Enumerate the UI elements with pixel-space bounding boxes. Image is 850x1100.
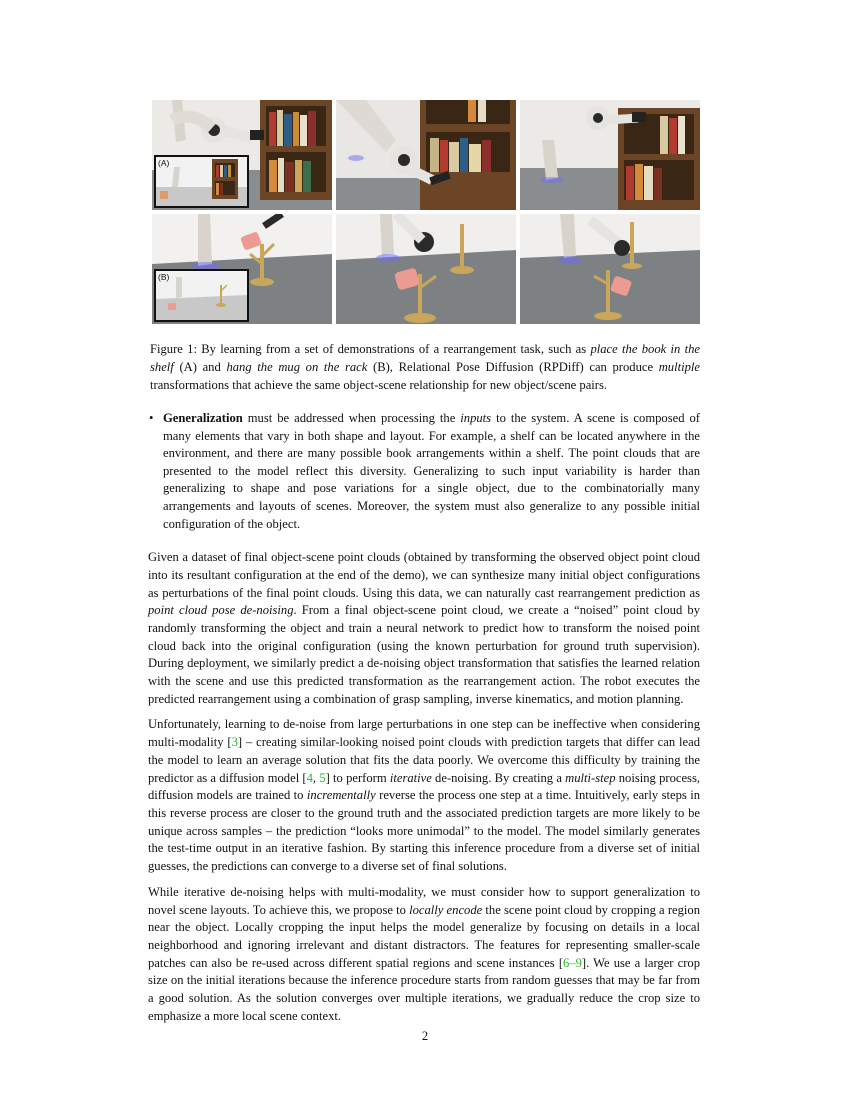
bullet-bold: Generalization xyxy=(163,411,243,425)
inset-label-b: (B) xyxy=(158,272,170,282)
p2-text-3: , xyxy=(312,770,320,785)
inset-a xyxy=(154,155,249,208)
caption-mid-1: (A) and xyxy=(173,360,227,374)
p3-text-3: ]. We use a larger crop size on the initial iterations because the inference procedure starts from random guesses that may be far from a good solution. As the solution converges over multiple iterations, we gradually reduce the crop size to emphasize a more local scene context. xyxy=(148,955,700,1023)
photo-mug-2 xyxy=(336,214,516,324)
photo-shelf-2 xyxy=(336,100,516,210)
bullet-text-1: must be addressed when processing the xyxy=(242,411,461,425)
p1-em: point cloud pose de-noising xyxy=(148,603,294,618)
p3-text-1: While iterative de-noising helps with multi-modality, we must consider how to support generalization to novel scene layouts. To achieve this, we propose to xyxy=(148,884,700,917)
p1-text-1: Given a dataset of final object-scene point clouds (obtained by transforming the observed object point cloud into its resultant configuration at the end of the demo), we can synthesize many initial object configurations as perturbations of the final point clouds. Using this data, we can naturally cast rearrangement prediction as xyxy=(148,550,700,600)
p2-text-7: reverse the process one step at a time. Intuitively, early steps in this reverse process are closer to the ground truth and the associated prediction targets are more likely to be unique across samples – the prediction “looks more unimodal” to the model. The model similarly generates the test-time output in an iterative fashion. By starting this inference procedure from a diverse set of initial guesses, the predictions can converge to a diverse set of final solutions. xyxy=(148,788,700,874)
citation-3[interactable]: 3 xyxy=(231,735,238,750)
p3-em: locally encode xyxy=(409,902,483,917)
photo-mug-1 xyxy=(152,214,332,324)
figure-1 xyxy=(152,100,704,330)
paragraph-3 xyxy=(148,884,700,1026)
paragraph-2 xyxy=(148,716,700,875)
bullet-text-2: to the system. A scene is composed of many elements that vary in both shape and layout. For example, a shelf can be located anywhere in the environment, and there are many possible book arrangements within a shelf. The point clouds that are presented to the model reflect this diversity. Generalizing to such input variability is harder than generalizing to shape and pose variations for a single object, due to the combinatorially many arrangements and layouts of scenes. Moreover, the system must also generalize to any possible initial configuration of the object. xyxy=(163,411,700,531)
p2-text-2: ] – creating similar-looking noised point clouds with prediction targets that differ can lead the model to learn an average solution that fits the data poorly. We overcome this difficulty by training the predictor as a diffusion model [ xyxy=(148,735,700,785)
caption-prefix: Figure 1: By learning from a set of demonstrations of a rearrangement task, such as xyxy=(150,342,591,356)
page-number: 2 xyxy=(421,1029,429,1043)
citation-5[interactable]: 5 xyxy=(319,770,326,785)
p2-text-4: ] to perform xyxy=(325,770,390,785)
caption-em-3: multiple xyxy=(658,360,700,374)
p2-em-2: multi-step xyxy=(565,770,616,785)
bullet-marker: • xyxy=(149,411,154,425)
p1-text-2: . From a final object-scene point cloud, we create a “noised” point cloud by randomly transforming the object and train a neural network to predict how to transform the noised point cloud back into the original configuration (using the known perturbation for ground truth supervision). During deployment, we similarly predict a de-noising object transformation that satisfies the learned relation with the scene and use this predicted transformation as the rearrangement action. The robot executes the predicted rearrangement using a combination of grasp sampling, inverse kinematics, and motion planning. xyxy=(148,603,700,706)
photo-shelf-3 xyxy=(520,100,700,210)
p2-em-3: incrementally xyxy=(306,788,376,803)
p2-text-5: de-noising. By creating a xyxy=(431,770,566,785)
photo-mug-3 xyxy=(520,214,700,324)
photo-shelf-1 xyxy=(152,100,332,210)
bullet-em: inputs xyxy=(460,411,492,425)
caption-em-1: place the book in the shelf xyxy=(150,342,700,374)
caption-em-2: hang the mug on the rack xyxy=(226,360,368,374)
citation-4[interactable]: 4 xyxy=(306,770,313,785)
citation-6-9[interactable]: 6–9 xyxy=(563,955,582,970)
inset-b xyxy=(154,269,249,322)
paragraph-1 xyxy=(148,549,700,708)
caption-suffix: transformations that achieve the same object-scene relationship for new object/scene pairs. xyxy=(150,378,608,392)
bullet-generalization xyxy=(148,410,700,533)
p2-text-1: Unfortunately, learning to de-noise from large perturbations in one step can be ineffective when considering multi-modality [ xyxy=(148,717,700,750)
caption-mid-2: (B), Relational Pose Diffusion (RPDiff) can produce xyxy=(367,360,659,374)
p3-text-2: the scene point cloud by cropping a region near the object. Locally cropping the input helps the model generalize by focusing on details in a local neighborhood and ignoring irrelevant and distant distractors. The features for representing smaller-scale patches can also be re-used across different spatial regions and scene instances [ xyxy=(148,902,700,970)
p2-text-6: noising process, diffusion models are trained to xyxy=(148,770,700,803)
figure-caption xyxy=(150,340,700,394)
page-content xyxy=(148,100,700,1025)
p2-em-1: iterative xyxy=(389,770,432,785)
bullet-list xyxy=(148,410,700,533)
inset-label-a: (A) xyxy=(158,158,170,168)
